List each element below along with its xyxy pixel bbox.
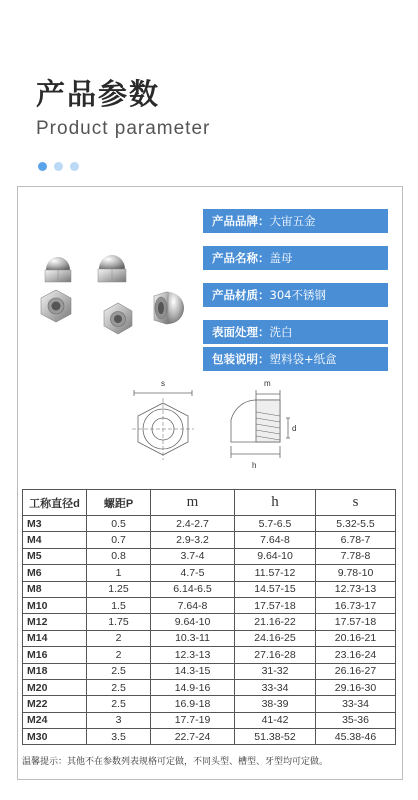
cell-h: 9.64-10 — [235, 548, 316, 564]
dim-d-label: d — [292, 424, 297, 433]
table-row — [23, 663, 396, 679]
cell-m: 14.3-15 — [151, 663, 235, 679]
side-view — [231, 390, 290, 458]
cell-h: 7.64-8 — [235, 532, 316, 548]
table-row — [23, 581, 396, 597]
col-header-pitch: 螺距P — [87, 490, 151, 516]
cell-h: 5.7-6.5 — [235, 516, 316, 532]
info-material-value: 304不锈钢 — [269, 288, 326, 302]
info-brand-key: 产品品牌： — [212, 214, 270, 228]
cell-s: 6.78-7 — [316, 532, 396, 548]
dim-s-label: s — [161, 379, 165, 388]
pagination-dots — [38, 162, 79, 171]
cell-h: 14.57-15 — [235, 581, 316, 597]
cell-size: M30 — [23, 729, 87, 745]
cell-size: M14 — [23, 630, 87, 646]
cell-s: 23.16-24 — [316, 647, 396, 663]
dot-active — [38, 162, 47, 171]
cell-s: 16.73-17 — [316, 597, 396, 613]
info-surface-value: 洗白 — [269, 325, 293, 339]
footnote: 温馨提示：其他不在参数列表规格可定做，不同头型、槽型、牙型均可定做。 — [22, 757, 329, 767]
cell-pitch: 0.8 — [87, 548, 151, 564]
dim-h-label: h — [252, 461, 257, 470]
table-row — [23, 630, 396, 646]
table-row — [23, 548, 396, 564]
cell-size: M16 — [23, 647, 87, 663]
cell-s: 45.38-46 — [316, 729, 396, 745]
col-header-s: s — [316, 490, 396, 516]
cell-m: 12.3-13 — [151, 647, 235, 663]
cell-m: 2.4-2.7 — [151, 516, 235, 532]
cell-pitch: 1 — [87, 565, 151, 581]
cap-nut-3 — [41, 290, 71, 322]
cell-m: 16.9-18 — [151, 696, 235, 712]
cell-size: M22 — [23, 696, 87, 712]
dot — [54, 162, 63, 171]
info-name-value: 盖母 — [269, 251, 293, 265]
info-packaging-value: 塑料袋+纸盒 — [269, 352, 337, 366]
table-row — [23, 696, 396, 712]
table-row — [23, 679, 396, 695]
cell-size: M4 — [23, 532, 87, 548]
cell-m: 3.7-4 — [151, 548, 235, 564]
cell-m: 6.14-6.5 — [151, 581, 235, 597]
cell-s: 12.73-13 — [316, 581, 396, 597]
cell-size: M6 — [23, 565, 87, 581]
table-row — [23, 614, 396, 630]
cell-h: 41-42 — [235, 712, 316, 728]
cell-m: 14.9-16 — [151, 679, 235, 695]
cell-size: M8 — [23, 581, 87, 597]
cell-s: 17.57-18 — [316, 614, 396, 630]
col-header-m: m — [151, 490, 235, 516]
cell-s: 33-34 — [316, 696, 396, 712]
cell-h: 51.38-52 — [235, 729, 316, 745]
cell-m: 4.7-5 — [151, 565, 235, 581]
cell-h: 11.57-12 — [235, 565, 316, 581]
product-photo — [30, 242, 200, 352]
cell-pitch: 1.5 — [87, 597, 151, 613]
cell-pitch: 2.5 — [87, 696, 151, 712]
cell-h: 33-34 — [235, 679, 316, 695]
cell-pitch: 2.5 — [87, 663, 151, 679]
info-material — [203, 283, 388, 307]
cell-pitch: 2 — [87, 647, 151, 663]
cell-m: 2.9-3.2 — [151, 532, 235, 548]
info-surface-key: 表面处理： — [212, 325, 270, 339]
page-subtitle: Product parameter — [36, 118, 211, 139]
cell-m: 17.7-19 — [151, 712, 235, 728]
table-row — [23, 712, 396, 728]
cell-size: M5 — [23, 548, 87, 564]
cell-pitch: 1.75 — [87, 614, 151, 630]
info-name — [203, 246, 388, 270]
table-row — [23, 516, 396, 532]
cell-pitch: 0.7 — [87, 532, 151, 548]
cell-s: 26.16-27 — [316, 663, 396, 679]
cell-pitch: 0.5 — [87, 516, 151, 532]
cell-h: 21.16-22 — [235, 614, 316, 630]
cell-h: 17.57-18 — [235, 597, 316, 613]
cell-m: 9.64-10 — [151, 614, 235, 630]
table-header-row — [23, 490, 396, 516]
cell-s: 29.16-30 — [316, 679, 396, 695]
cell-m: 22.7-24 — [151, 729, 235, 745]
table-row — [23, 647, 396, 663]
cell-pitch: 3 — [87, 712, 151, 728]
dim-m-label: m — [264, 379, 271, 388]
cell-size: M3 — [23, 516, 87, 532]
cell-s: 5.32-5.5 — [316, 516, 396, 532]
cell-pitch: 3.5 — [87, 729, 151, 745]
cell-size: M18 — [23, 663, 87, 679]
info-material-key: 产品材质： — [212, 288, 270, 302]
info-brand — [203, 209, 388, 233]
cell-s: 20.16-21 — [316, 630, 396, 646]
cell-pitch: 1.25 — [87, 581, 151, 597]
cap-nut-1 — [45, 257, 71, 282]
page-title: 产品参数 — [36, 77, 161, 111]
info-packaging — [203, 347, 388, 371]
cell-pitch: 2 — [87, 630, 151, 646]
hex-top-view — [132, 390, 194, 460]
info-surface — [203, 320, 388, 344]
spec-table — [22, 489, 396, 745]
cell-h: 31-32 — [235, 663, 316, 679]
cell-s: 7.78-8 — [316, 548, 396, 564]
cell-size: M24 — [23, 712, 87, 728]
cell-size: M20 — [23, 679, 87, 695]
table-row — [23, 729, 396, 745]
cell-m: 10.3-11 — [151, 630, 235, 646]
info-brand-value: 大宙五金 — [269, 214, 316, 228]
dimension-diagram — [120, 376, 310, 484]
cell-m: 7.64-8 — [151, 597, 235, 613]
cell-h: 27.16-28 — [235, 647, 316, 663]
info-name-key: 产品名称： — [212, 251, 270, 265]
table-row — [23, 597, 396, 613]
cell-pitch: 2.5 — [87, 679, 151, 695]
col-header-diameter: 工称直径d — [23, 490, 87, 516]
info-packaging-key: 包装说明： — [212, 352, 270, 366]
cap-nut-4 — [104, 303, 132, 334]
cell-h: 38-39 — [235, 696, 316, 712]
cell-s: 35-36 — [316, 712, 396, 728]
cap-nut-5 — [154, 292, 184, 324]
table-row — [23, 565, 396, 581]
col-header-h: h — [235, 490, 316, 516]
cell-size: M12 — [23, 614, 87, 630]
cell-h: 24.16-25 — [235, 630, 316, 646]
dot — [70, 162, 79, 171]
table-row — [23, 532, 396, 548]
cell-s: 9.78-10 — [316, 565, 396, 581]
cell-size: M10 — [23, 597, 87, 613]
cap-nut-2 — [98, 255, 126, 282]
